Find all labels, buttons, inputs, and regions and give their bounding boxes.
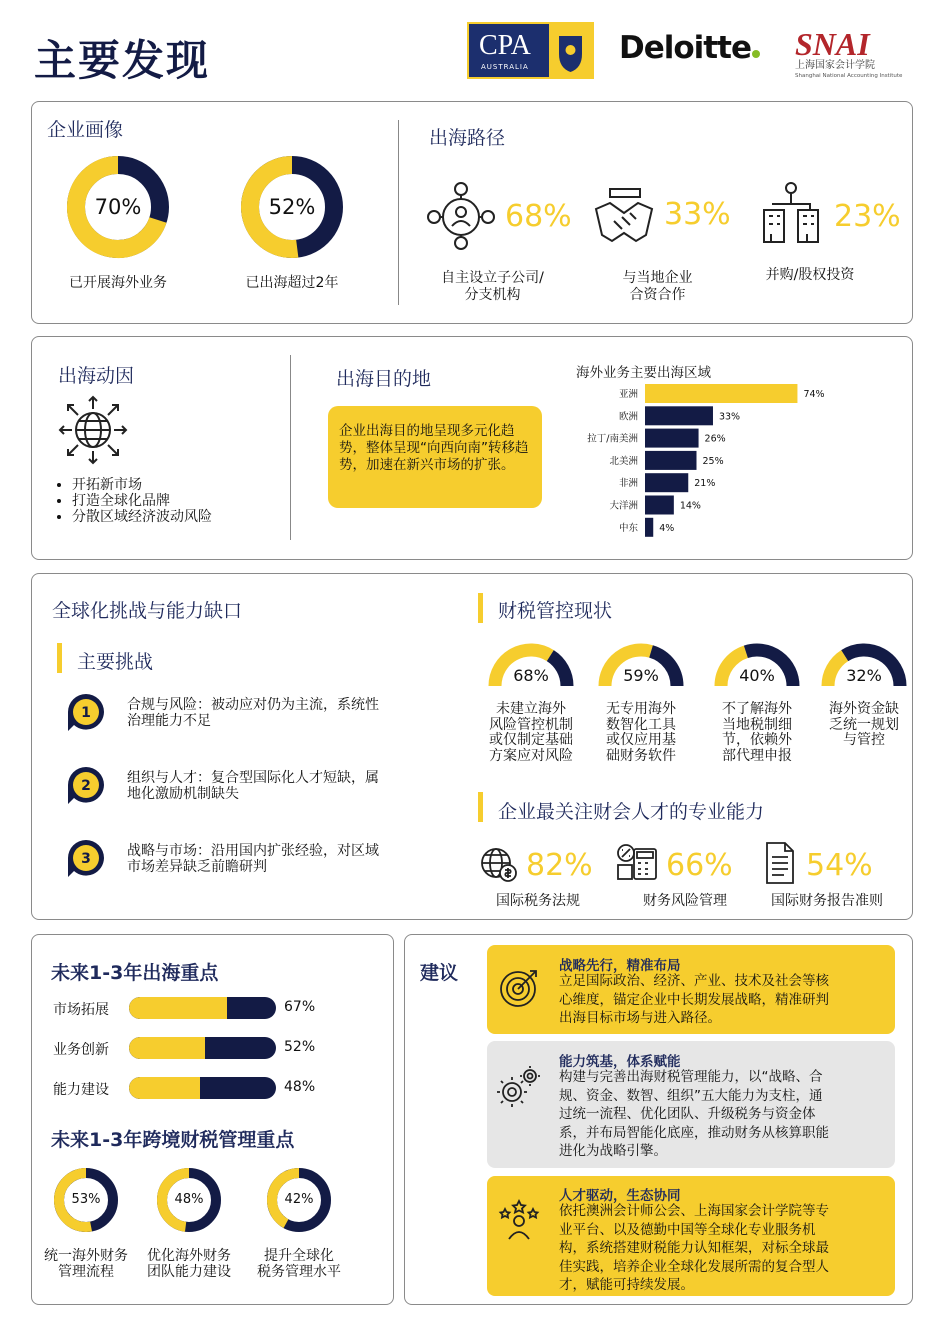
tax-status-caption-line: 无专用海外 [606,701,676,717]
gears-icon [496,1064,542,1110]
tax-focus-pct: 53% [71,1192,101,1207]
profile-ring-2-caption: 已出海超过2年 [245,275,339,291]
talent-pct-2: 66% [666,848,733,883]
talent-pct-1: 82% [526,848,593,883]
suggestion-body-line: 心维度，锚定企业中长期发展战略，精准研判 [559,991,829,1008]
route-title: 出海路径 [429,127,506,149]
snai-logo-en: Shanghai National Accounting Institute [795,73,903,79]
profile-ring-1-label: 70% [94,195,142,219]
focus-bar-label: 能力建设 [53,1082,109,1098]
profile-ring-2-label: 52% [268,195,316,219]
tax-focus-pct: 42% [284,1192,314,1207]
suggestion-body-line: 构建与完善出海财税管理能力，以“战略、合 [559,1069,823,1085]
tax-focus-caption-line1: 统一海外财务 [44,1248,128,1264]
cpa-logo-text: CPA [479,30,531,61]
tax-status-caption-line: 当地税制细 [722,716,792,733]
deloitte-logo-text: Deloitte [619,30,751,66]
focus-bar-value: 48% [284,1079,316,1095]
region-bar-value: 14% [679,500,701,512]
route-label-3-line1: 并购/股权投资 [765,267,855,283]
profile-ring-1-caption: 已开展海外业务 [69,275,167,291]
tax-status-caption-line: 海外资金缺 [829,701,899,717]
destination-title: 出海目的地 [336,368,432,390]
tax-status-caption-line: 未建立海外 [496,701,566,717]
tax-status-caption-line: 与管控 [843,732,885,748]
cpa-logo-sub: AUSTRALIA [481,63,529,71]
talent-pct-3: 54% [806,848,873,883]
focus-bar-value: 52% [284,1039,316,1055]
tax-status-caption-line: 或仅应用基 [606,732,676,748]
challenge-text-line1: 合规与风险：被动应对仍为主流，系统性 [127,697,379,713]
challenge-number: 3 [81,851,91,867]
tax-status-title: 财税管控现状 [498,600,613,622]
tax-status-caption-line: 风险管控机制 [489,716,573,733]
talent-star-icon [496,1199,542,1245]
tax-focus-caption-line2: 团队能力建设 [147,1264,231,1280]
region-bar-label: 拉丁/南美洲 [587,433,638,445]
tax-focus-caption-line2: 税务管理水平 [257,1264,341,1280]
talent-label-3: 国际财务报告准则 [771,893,883,909]
route-pct-2: 33% [664,197,731,232]
challenges-subtitle: 主要挑战 [77,651,154,673]
suggestion-body-line: 才，赋能可持续发展。 [559,1277,694,1293]
talent-label-2: 财务风险管理 [643,893,727,909]
tax-focus-caption [239,1248,359,1280]
route-label-1-line2: 分支机构 [464,287,521,303]
route-pct-3: 23% [834,199,901,234]
suggestions-title: 建议 [420,962,459,984]
suggestion-body-line: 进化为战略引擎。 [559,1143,667,1159]
snai-logo-cn: 上海国家会计学院 [795,60,875,71]
region-bar-label: 欧洲 [618,411,638,423]
tax-status-pct: 59% [623,666,659,685]
tax-focus-caption-line1: 提升全球化 [264,1248,334,1264]
talent-title: 企业最关注财会人才的专业能力 [498,801,765,823]
focus-bar-value: 67% [284,999,316,1015]
suggestion-body-line: 依托澳洲会计师公会、上海国家会计学院等专 [559,1203,829,1219]
tax-status-caption-line: 方案应对风险 [489,747,573,764]
challenge-text-line2: 地化激励机制缺失 [127,786,239,802]
challenge-number: 2 [81,778,91,794]
region-bar-label: 中东 [618,522,638,534]
region-chart-title: 海外业务主要出海区域 [576,365,711,381]
region-bar-value: 26% [704,433,726,445]
profile-title: 企业画像 [47,119,124,141]
tax-status-caption-line: 乏统一规划 [829,716,899,733]
region-bar-label: 北美洲 [609,455,638,467]
motive-title: 出海动因 [58,365,135,387]
motive-bullet-2: • 打造全球化品牌 [72,493,212,509]
destination-desc: 企业出海目的地呈现多元化趋势，整体呈现“向西向南”转移趋势，加速在新兴市场的扩张。 [339,423,529,473]
suggestion-head: 人才驱动，生态协同 [559,1188,681,1204]
suggestion-body-line: 业平台、以及德勤中国等全球化专业服务机 [559,1221,816,1238]
tax-status-caption-line: 数智化工具 [606,716,676,733]
challenge-text-line1: 组织与人才：复合型国际化人才短缺，属 [127,770,379,786]
focus-bar-label: 市场拓展 [53,1002,109,1018]
challenge-number: 1 [81,705,91,721]
tax-status-pct: 68% [513,666,549,685]
target-icon [498,967,540,1009]
focus-bar-label: 业务创新 [53,1042,109,1058]
challenge-text-line2: 市场差异缺乏前瞻研判 [127,859,267,875]
route-label-1-line1: 自主设立子公司/ [441,270,544,286]
tax-focus-title: 未来1-3年跨境财税管理重点 [51,1129,295,1151]
motive-bullet-1: • 开拓新市场 [72,477,212,493]
region-bar-value: 21% [694,478,716,490]
page-title: 主要发现 [34,36,211,85]
talent-label-1: 国际税务法规 [496,893,580,909]
tax-status-pct: 32% [846,666,882,685]
tax-status-caption-line: 部代理申报 [722,747,792,764]
suggestion-body [559,1202,889,1295]
region-bar-value: 4% [659,522,675,534]
tax-status-caption-line: 础财务软件 [606,747,676,764]
suggestion-body-line: 规、资金、数智、组织”五大能力为支柱，通 [559,1087,823,1104]
challenge-text-line1: 战略与市场：沿用国内扩张经验，对区域 [127,843,379,859]
suggestion-body-line: 佳实践，培养企业全球化发展所需的复合型人 [559,1258,829,1275]
motive-bullet-3: • 分散区域经济波动风险 [72,509,212,525]
challenges-title: 全球化挑战与能力缺口 [52,600,243,622]
suggestion-body-line: 立足国际政治、经济、产业、技术及社会等核 [559,973,829,989]
region-bar-value: 74% [803,389,825,400]
route-label-2-line2: 合资合作 [629,287,686,303]
suggestion-body [559,1068,889,1161]
tax-focus-pct: 48% [174,1192,204,1207]
suggestion-body-line: 系，并布局智能化底座，推动财务从核算职能 [559,1124,829,1141]
suggestion-head: 能力筑基，体系赋能 [559,1054,681,1070]
route-label-2-line1: 与当地企业 [622,270,693,286]
tax-status-caption-line: 节，依赖外 [722,732,792,748]
suggestion-body-line: 出海目标市场与进入路径。 [559,1010,721,1026]
suggestion-body [559,972,889,1028]
tax-status-caption-line: 不了解海外 [722,701,792,717]
snai-logo-text: SNAI [795,26,870,62]
suggestion-body-line: 过统一流程、优化团队、升级税务与资金体 [559,1106,816,1122]
challenge-text-line2: 治理能力不足 [127,713,211,729]
tax-status-pct: 40% [739,666,775,685]
region-bar-label: 亚洲 [618,389,638,400]
focus-title: 未来1-3年出海重点 [51,962,219,984]
region-bar-value: 33% [718,411,741,423]
region-bar-value: 25% [702,455,724,467]
route-pct-1: 68% [505,199,572,234]
tax-focus-caption-line1: 优化海外财务 [147,1248,231,1264]
region-bar-label: 非洲 [618,478,638,490]
suggestion-body-line: 构，系统搭建财税能力认知框架，对标全球最 [559,1240,829,1256]
region-bar-label: 大洋洲 [609,500,638,512]
tax-status-caption-line: 或仅制定基础 [489,732,573,748]
suggestion-head: 战略先行，精准布局 [559,958,681,974]
tax-focus-caption-line2: 管理流程 [58,1264,114,1280]
